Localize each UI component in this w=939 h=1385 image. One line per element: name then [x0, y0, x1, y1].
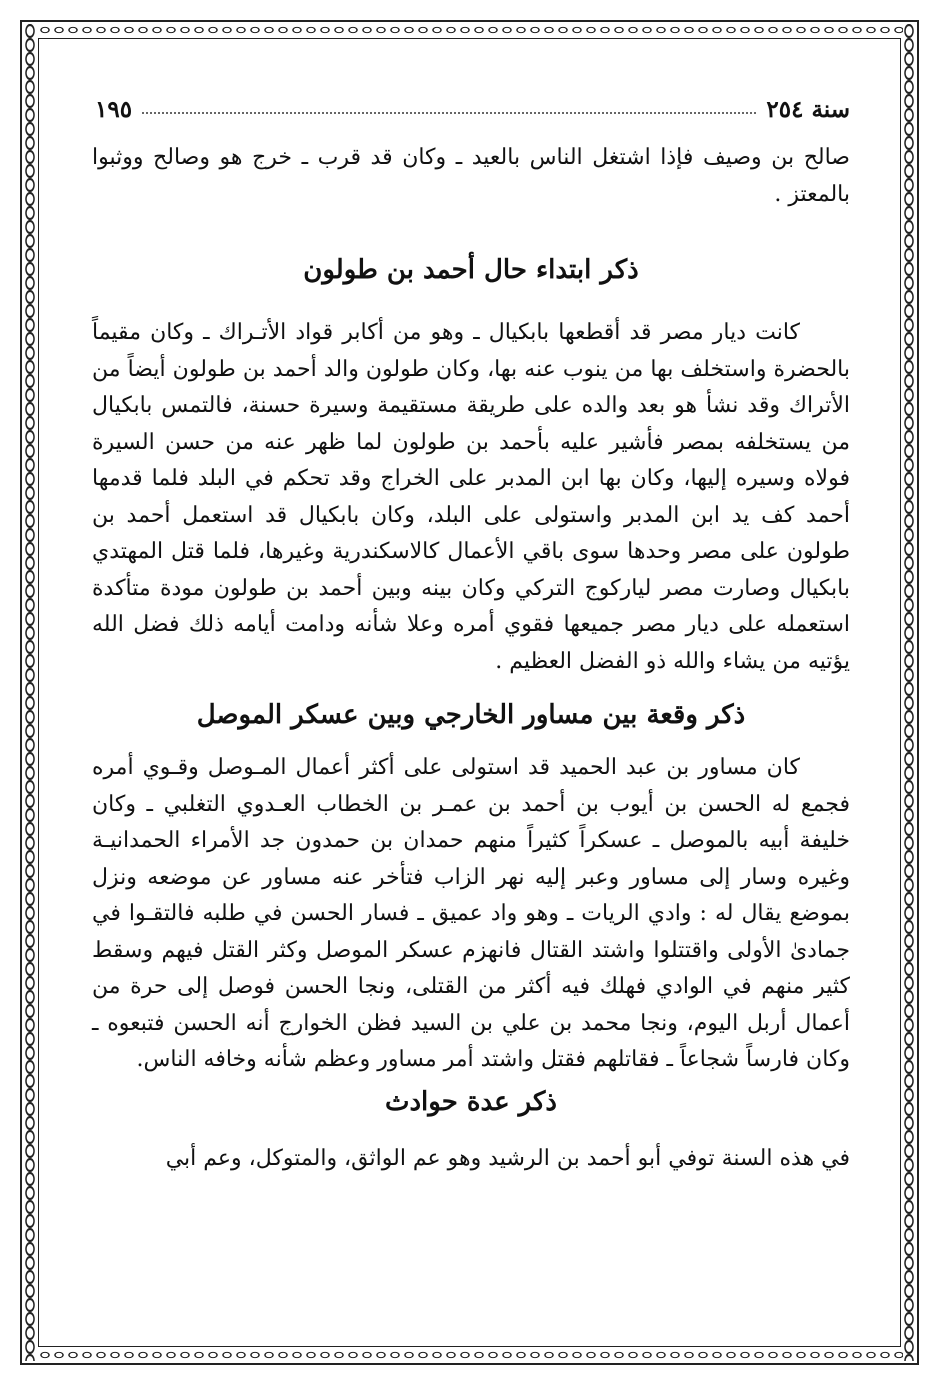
section-heading-musawir-battle: ذكر وقعة بين مساور الخارجي وبين عسكر الموصل — [196, 700, 746, 730]
ornamental-border-bottom — [24, 1349, 915, 1361]
ornamental-border-left — [24, 24, 36, 1361]
section-heading-ibn-tulun: ذكر ابتداء حال أحمد بن طولون — [303, 255, 639, 285]
section-heading-events: ذكر عدة حوادث — [385, 1086, 557, 1117]
paragraph-continuation: صالح بن وصيف فإذا اشتغل الناس بالعيد ـ وكان قد قرب ـ خرج هو وصالح ووثبوا بالمعتز . — [92, 145, 850, 207]
ornamental-border-right — [903, 24, 915, 1361]
running-header — [95, 92, 850, 126]
ornamental-border-top — [24, 24, 915, 36]
paragraph-events: في هذه السنة توفي أبو أحمد بن الرشيد وهو عم الواثق، والمتوكل، وعم أبي — [165, 1145, 850, 1171]
paragraph-musawir-battle: كان مساور بن عبد الحميد قد استولى على أكثر أعمال المـوصل وقـوي أمره فجمع له الحسن بن أيوب بن أحمد بن عمـر بن الخطاب العـدوي التغلبي ـ وكان خليفة أبيه بالموصل ـ عسكراً كثيراً منهم حمدان بن حمدون جد الأمراء الحمدانيـة وغيره وسار إلى مساور وعبر إليه نهر الزاب فتأخر عنه مساور عن موضعه ونزل بموضع يقال له : وادي الريات ـ وهو واد عميق ـ فسار الحسن في طلبه فالتقـوا في جمادىٰ الأولى واقتتلوا واشتد القتال فانهزم عسكر الموصل وكثر القتل فيهم وسقط كثير منهم في الوادي فهلك فيه أكثر من القتلى، ونجا الحسن فوصل إلى حرة من أعمال أربل اليوم، ونجا محمد بن علي بن السيد فظن الخوارج أنه الحسن فتبعوه ـ وكان فارساً شجاعاً ـ فقاتلهم فقتل واشتد أمر مساور وعظم شأنه وخافه الناس. — [92, 755, 850, 1072]
paragraph-ibn-tulun: كانت ديار مصر قد أقطعها بابكيال ـ وهو من أكابر قواد الأتـراك ـ وكان مقيماً بالحضرة واستخلف بها من ينوب عنه بها، وكان طولون والد أحمد بن طولون أيضاً من الأتراك وقد نشأ هو بعد والده على طريقة مستقيمة وسيرة حسنة، فالتمس بابكيال من يستخلفه بمصر فأشير عليه بأحمد بن طولون لما ظهر عنه من حسن السيرة فولاه وسيره إليها، وكان بها ابن المدبر على الخراج وقد تحكم في البلد فلما قدمها أحمد كف يد ابن المدبر واستولى على البلد، وكان بابكيال قد استعمل أحمد بن طولون على مصر وحدها سوى باقي الأعمال كالاسكندرية وغيرها، فلما قتل المهتدي بابكيال وصارت مصر لياركوج التركي وكان بينه وبين أحمد بن طولون مودة متأكدة استعمله على ديار مصر جميعها فقوي أمره وعلا شأنه ودامت أيامه ذلك فضل الله يؤتيه من يشاء والله ذو الفضل العظيم . — [92, 320, 851, 674]
header-leader-dots — [142, 112, 756, 114]
year-label: سنة ٢٥٤ — [766, 95, 850, 123]
page-body — [92, 140, 850, 1177]
page-number: ١٩٥ — [95, 95, 133, 123]
